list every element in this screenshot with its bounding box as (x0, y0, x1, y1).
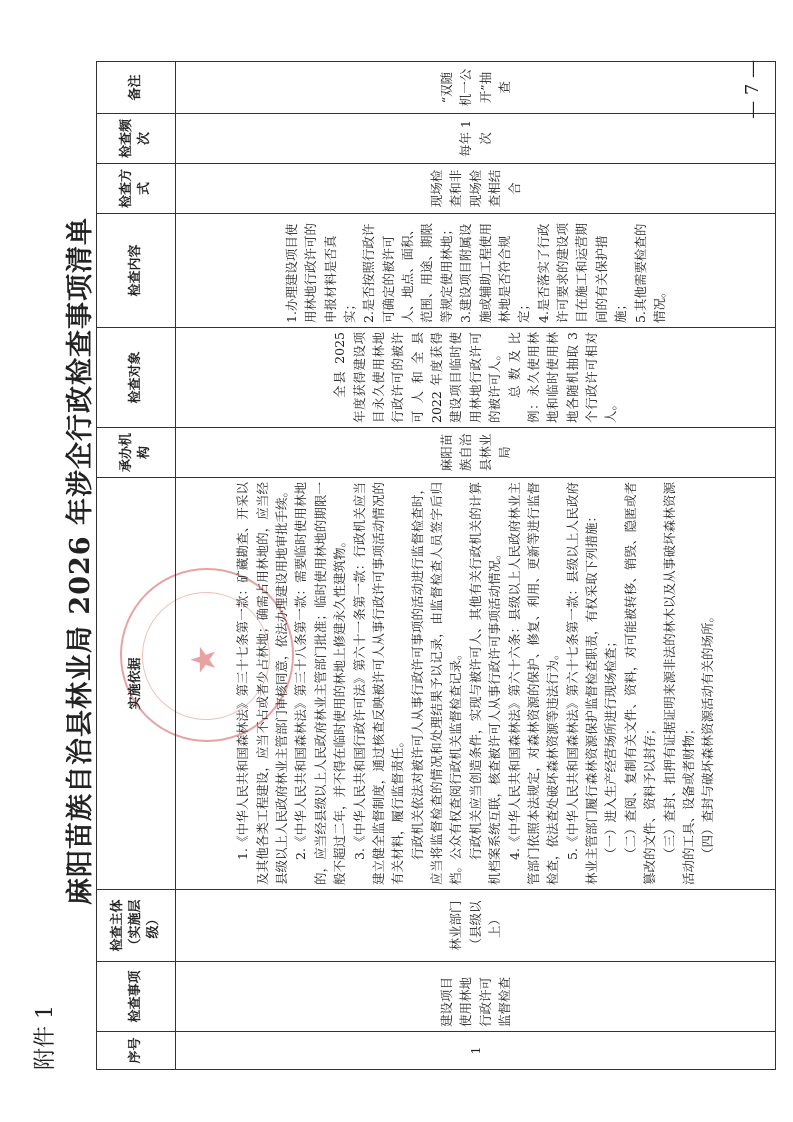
cell-basis (176, 478, 776, 890)
content-item: 4.是否落实了行政许可要求的建设项目在施工和运营期间的有关保护措施； (535, 222, 629, 323)
basis-paragraph: 2.《中华人民共和国森林法》第三十八条第一款：需要临时使用林地的，应当经县级以上人民政府林业主管部门批准；临时使用林地的期限一般不超过二年，并不得在临时使用的林地上修建永久性建筑物。 (293, 482, 348, 885)
cell-agency: 麻阳苗族自治县林业局 (176, 428, 776, 478)
cell-frequency: 每年 1 次 (176, 114, 776, 164)
cell-method: 现场检查和非现场检查相结合 (176, 164, 776, 214)
basis-paragraph: （一）进入生产经营场所进行现场检查； (603, 634, 619, 860)
basis-paragraph: 3.《中华人民共和国行政许可法》第六十一条第一款：行政机关应当建立健全监督制度，通过核查反映被许可人从事行政许可事项活动情况的有关材料，履行监督责任。 (351, 482, 406, 885)
cell-target (176, 328, 776, 428)
table-row (176, 62, 776, 1070)
star-icon: ★ (184, 644, 224, 675)
header-seq: 序号 (97, 1032, 176, 1070)
header-target: 检查对象 (97, 328, 176, 428)
header-remark: 备注 (97, 62, 176, 114)
header-basis: 实施依据 (97, 478, 176, 890)
cell-seq: 1 (176, 1032, 776, 1070)
header-item: 检查事项 (97, 962, 176, 1032)
basis-paragraph: 行政机关依法对被许可人从事行政许可事项的活动进行监督检查时，应当将监督检查的情况和处理结果予以记录，由监督检查人员签字后归档。公众有权查阅行政机关监督检查记录。 (409, 482, 464, 885)
basis-paragraph: （二）查阅、复制有关文件、资料，对可能被转移、销毁、隐匿或者篡改的文件、资料予以封存； (622, 482, 658, 885)
header-agency: 承办机构 (97, 428, 176, 478)
basis-paragraph: 行政机关应当创造条件，实现与被许可人、其他有关行政机关的计算机档案系统互联，核查被许可人从事行政许可事项活动情况。 (467, 482, 503, 885)
basis-paragraph: （三）查封、扣押有证据证明来源非法的林木以及从事破坏森林资源活动的工具、设备或者财物； (661, 482, 696, 885)
basis-paragraph: 5.《中华人民共和国森林法》第六十七条第一款：县级以上人民政府林业主管部门履行森林资源保护监督检查职责，有权采取下列措施： (564, 482, 600, 885)
page-number: — 7 — (742, 60, 763, 119)
content-item: 3.建设项目附属设施或辅助工程使用林地是否符合规定； (458, 222, 532, 323)
table-header-row (97, 62, 176, 1070)
basis-paragraph: （四）查封与破坏森林资源活动有关的场所。 (700, 609, 716, 860)
basis-paragraph: 1.《中华人民共和国森林法》第三十七条第一款：矿藏勘查、开采以及其他各类工程建设，应当不占或者少占林地；确需占用林地的，应当经县级以上人民政府林业主管部门审核同意，依法办理建设用地审批手续。 (235, 482, 290, 885)
cell-remark: “双随机一公开”抽查 (176, 62, 776, 114)
appendix-label: 附件 1 (33, 1005, 58, 1070)
header-content: 检查内容 (97, 214, 176, 328)
inspection-table (96, 61, 776, 1070)
content-item: 5.其他需要检查的情况。 (632, 223, 667, 323)
header-method: 检查方式 (97, 164, 176, 214)
cell-content (176, 214, 776, 328)
header-subject: 检查主体（实施层级） (97, 890, 176, 962)
header-frequency: 检查频次 (97, 114, 176, 164)
basis-paragraph: 4.《中华人民共和国森林法》第六十六条：县级以上人民政府林业主管部门依照本法规定，对森林资源的保护、修复、利用、更新等进行监督检查，依法查处破坏森林资源等违法行为。 (506, 482, 561, 885)
target-paragraph: 总数及比例：永久使用林地和临时使用林地各随机抽取 3 个行政许可相对人。 (506, 332, 619, 423)
content-item: 1.办理建设项目使用林地行政许可的申报材料是否真实； (283, 222, 357, 323)
page-title: 麻阳苗族自治县林业局 2026 年涉企行政检查事项清单 (65, 217, 96, 905)
target-paragraph: 全县 2025 年度获得建设项目永久使用林地行政许可的被许可人和全县 2022 年度获得建设项目临时使用林地行政许可的被许可人。 (332, 332, 503, 423)
cell-item: 建设项目使用林地行政许可监督检查 (176, 962, 776, 1032)
cell-subject: 林业部门（县级以上） (176, 890, 776, 962)
content-item: 2.是否按照行政许可确定的被许可人、地点、面积、范围、用途、期限等规定使用林地； (361, 222, 454, 323)
